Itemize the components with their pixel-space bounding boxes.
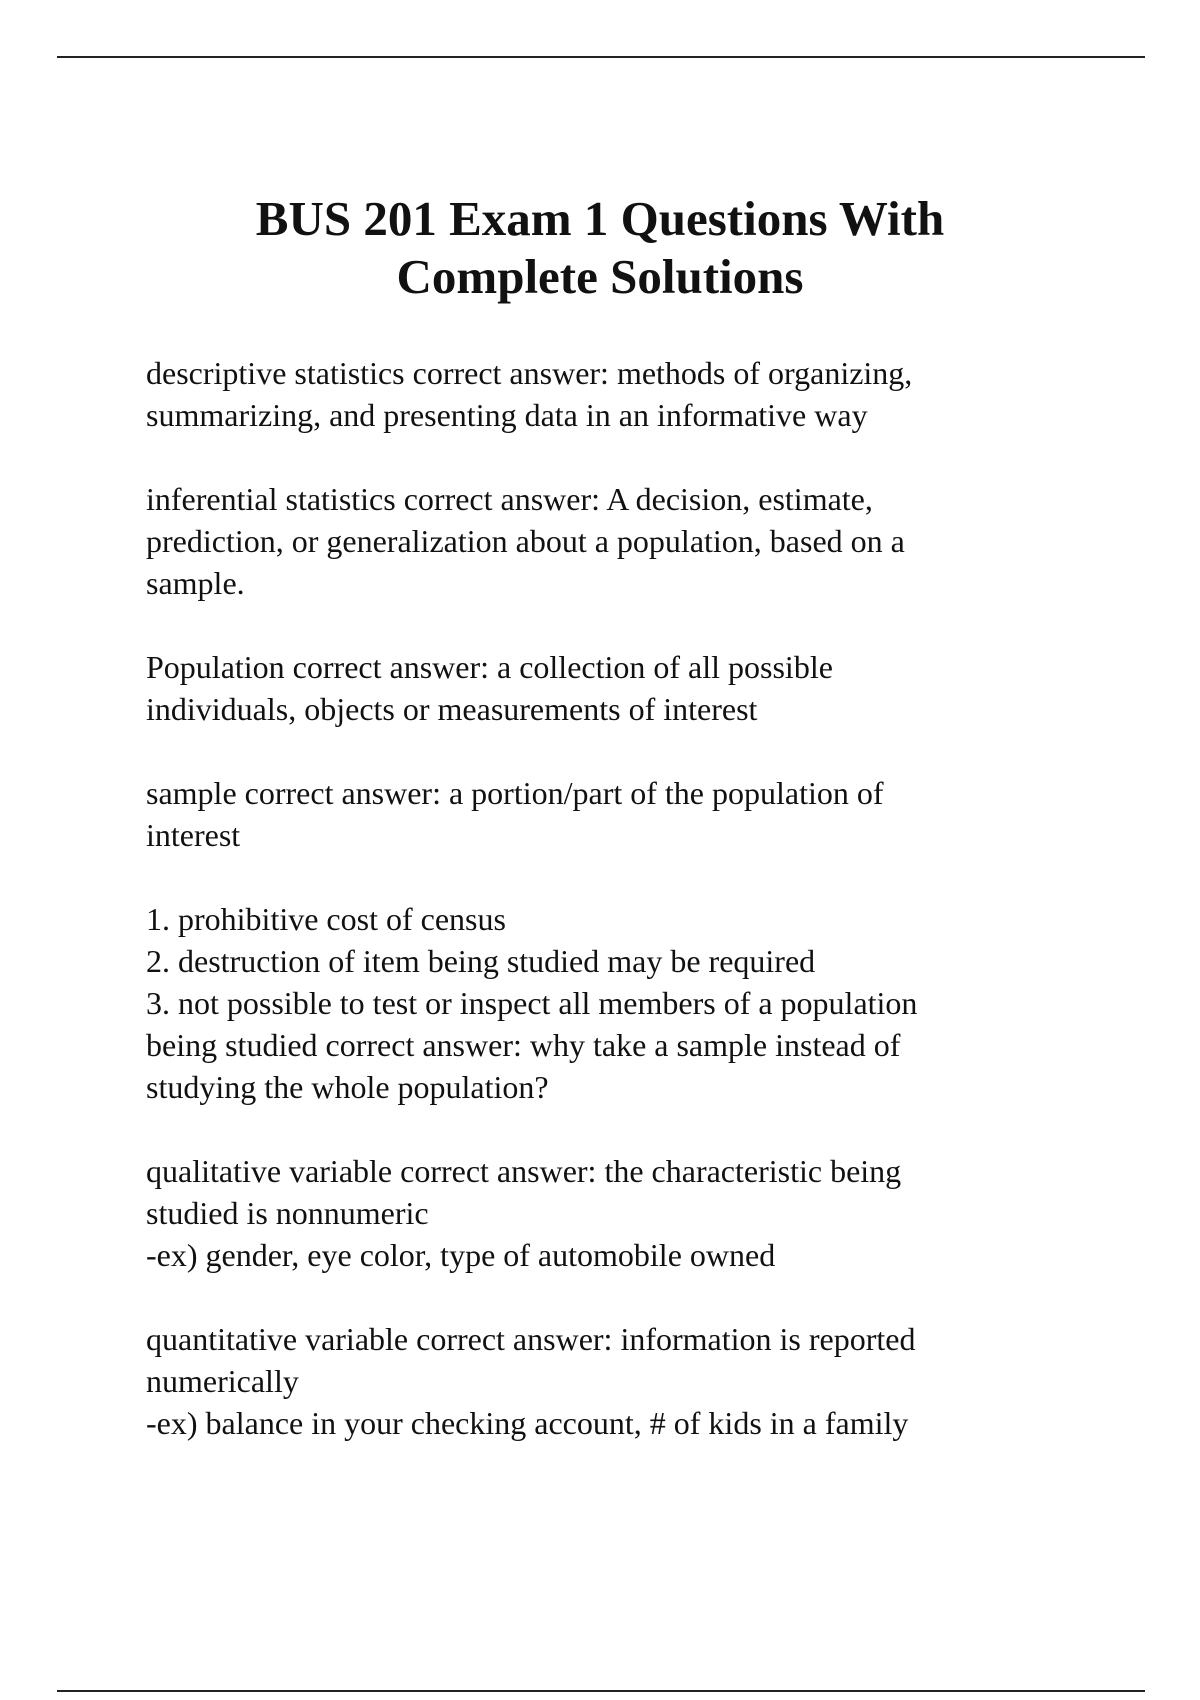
entry-line: sample correct answer: a portion/part of the population of [146, 775, 884, 811]
entry-line: -ex) gender, eye color, type of automobile owned [146, 1237, 776, 1273]
entry-why-sample [146, 898, 1086, 1108]
entry-line: -ex) balance in your checking account, # of kids in a family [146, 1405, 909, 1441]
entry-line: Population correct answer: a collection of all possible [146, 649, 833, 685]
entry-line: prediction, or generalization about a population, based on a [146, 523, 905, 559]
entry-line: descriptive statistics correct answer: methods of organizing, [146, 355, 913, 391]
entry-population [146, 646, 1086, 730]
entry-descriptive-statistics [146, 352, 1086, 436]
entry-line: 1. prohibitive cost of census [146, 901, 506, 937]
entry-line: numerically [146, 1363, 299, 1399]
entry-line: studied is nonnumeric [146, 1195, 429, 1231]
entry-line: 2. destruction of item being studied may be required [146, 943, 816, 979]
entry-inferential-statistics [146, 478, 1086, 604]
entry-line: qualitative variable correct answer: the characteristic being [146, 1153, 902, 1189]
entry-line: summarizing, and presenting data in an informative way [146, 397, 868, 433]
bottom-rule [57, 1690, 1145, 1692]
entry-line: quantitative variable correct answer: information is reported [146, 1321, 916, 1357]
title-line: BUS 201 Exam 1 Questions With [255, 191, 945, 246]
entry-line: studying the whole population? [146, 1069, 549, 1105]
title-line: Complete Solutions [396, 249, 804, 304]
entry-line: inferential statistics correct answer: A decision, estimate, [146, 481, 873, 517]
entry-quantitative-variable [146, 1318, 1086, 1444]
entry-line: 3. not possible to test or inspect all members of a population [146, 985, 918, 1021]
entry-qualitative-variable [146, 1150, 1086, 1276]
entry-line: individuals, objects or measurements of interest [146, 691, 758, 727]
entry-line: interest [146, 817, 241, 853]
document-body [146, 352, 1086, 1486]
top-rule [57, 56, 1145, 58]
entry-line: being studied correct answer: why take a sample instead of [146, 1027, 901, 1063]
entry-line: sample. [146, 565, 245, 601]
document-title [100, 190, 1100, 306]
entry-sample [146, 772, 1086, 856]
